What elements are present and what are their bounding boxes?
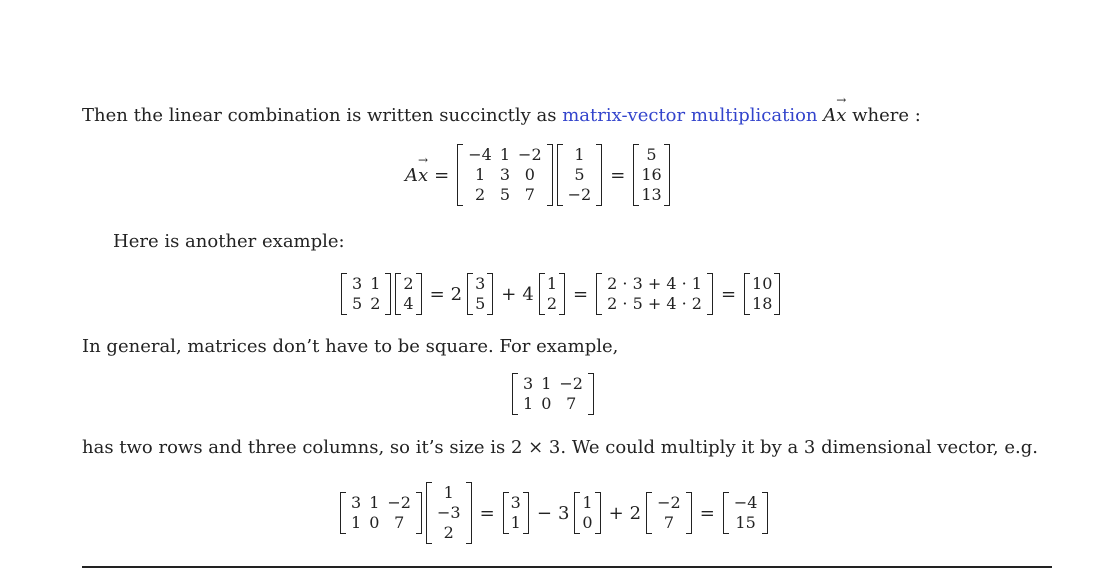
eq2-matrix — [341, 273, 391, 315]
eq4-coef-1: 3 — [557, 502, 570, 524]
eq1-var-a: A — [405, 164, 418, 186]
size-paragraph: has two rows and three columns, so it’s size is 2 × 3. We could multiply it by a 3 dimensional vector, e.g. — [82, 437, 1038, 458]
eq1-result-cell: 5 — [646, 145, 657, 164]
intro-paragraph — [82, 105, 921, 126]
eq2-matrix-cell: 2 — [370, 294, 381, 313]
eq4-col-cell: 1 — [582, 493, 593, 512]
eq2-matrix-cell: 1 — [370, 274, 381, 293]
eq2-vector-cell: 2 — [403, 274, 414, 293]
eq1-vector — [557, 144, 603, 206]
eq4-matrix-cell: −2 — [387, 493, 411, 512]
eq2-vector — [395, 273, 421, 315]
intro-var-a: A — [823, 105, 837, 126]
eq4-matrix-cell: 1 — [369, 493, 380, 512]
eq1-matrix-cell: 1 — [499, 145, 511, 164]
eq3-matrix-cell: 1 — [523, 394, 534, 413]
eq4-result-cell: 15 — [735, 513, 756, 532]
eq2-matrix-cell: 5 — [352, 294, 363, 313]
eq2-expanded-cell: 2 · 3 + 4 · 1 — [607, 274, 702, 293]
equation-4 — [338, 482, 770, 544]
eq1-vector-cell: −2 — [567, 185, 592, 204]
eq3-matrix-cell: −2 — [559, 374, 583, 393]
eq1-result-cell: 13 — [641, 185, 662, 204]
eq2-expanded-cell: 2 · 5 + 4 · 2 — [607, 294, 702, 313]
eq1-matrix-cell: 5 — [499, 185, 511, 204]
bottom-rule — [82, 566, 1052, 568]
eq2-coef-1: 2 — [450, 283, 463, 305]
eq3-matrix-cell: 1 — [541, 374, 552, 393]
eq1-vector-cell: 5 — [574, 165, 585, 184]
eq1-matrix-cell: −2 — [518, 145, 542, 164]
eq2-matrix-cell: 3 — [352, 274, 363, 293]
eq2-col-2 — [539, 273, 565, 315]
eq4-matrix-cell: 0 — [369, 513, 380, 532]
eq1-matrix — [457, 144, 552, 206]
eq4-plus: + — [608, 502, 624, 524]
eq4-matrix-cell: 1 — [351, 513, 362, 532]
eq4-coef-2: 2 — [629, 502, 642, 524]
eq1-result-cell: 16 — [641, 165, 662, 184]
eq2-coef-2: 4 — [522, 283, 534, 305]
eq4-matrix-cell: 3 — [351, 493, 362, 512]
eq2-col-1 — [467, 273, 493, 315]
eq1-vec-x: → x — [418, 165, 428, 186]
eq2-vector-cell: 4 — [403, 294, 414, 313]
eq4-minus: − — [536, 502, 552, 524]
eq4-equals-2: = — [699, 502, 715, 524]
eq4-col-cell: −2 — [657, 493, 681, 512]
eq2-equals-2: = — [573, 283, 589, 305]
eq4-col-3 — [646, 492, 692, 534]
eq3-matrix — [512, 373, 594, 415]
eq1-matrix-cell: 7 — [524, 185, 535, 204]
eq4-col-cell: 0 — [582, 513, 593, 532]
eq4-equals: = — [479, 502, 495, 524]
eq2-col-cell: 1 — [546, 274, 558, 293]
eq3-matrix-cell: 3 — [523, 374, 534, 393]
intro-vec-x: → x — [836, 105, 846, 126]
eq4-col-2 — [574, 492, 600, 534]
eq1-equals-2: = — [610, 164, 626, 186]
eq4-vector — [426, 482, 472, 544]
eq4-result-cell: −4 — [733, 493, 758, 512]
eq4-vector-cell: −3 — [436, 503, 461, 522]
eq1-matrix-cell: 2 — [474, 185, 486, 204]
eq4-matrix-cell: 7 — [394, 513, 405, 532]
eq4-col-cell: 7 — [663, 513, 675, 532]
eq2-result-cell: 10 — [752, 274, 773, 293]
intro-after: where : — [846, 105, 921, 126]
eq4-col-1 — [503, 492, 529, 534]
eq2-expanded — [596, 273, 713, 315]
eq2-col-cell: 2 — [546, 294, 558, 313]
eq2-result-cell: 18 — [752, 294, 773, 313]
eq1-vector-cell: 1 — [574, 145, 585, 164]
eq4-vector-cell: 2 — [443, 523, 454, 542]
eq2-equals: = — [429, 283, 445, 305]
eq4-vector-cell: 1 — [443, 483, 454, 502]
eq2-col-cell: 3 — [475, 274, 486, 293]
equation-2 — [339, 273, 782, 315]
equation-3 — [510, 373, 596, 415]
eq3-matrix-cell: 0 — [541, 394, 552, 413]
eq4-result — [723, 492, 769, 534]
eq1-result — [633, 144, 669, 206]
eq1-matrix-cell: 1 — [474, 165, 486, 184]
another-example-text: Here is another example: — [113, 231, 345, 252]
eq2-equals-3: = — [720, 283, 737, 305]
eq1-matrix-cell: −4 — [468, 145, 492, 164]
eq1-matrix-cell: 0 — [524, 165, 535, 184]
eq4-matrix — [340, 492, 422, 534]
general-paragraph: In general, matrices don’t have to be square. For example, — [82, 336, 619, 357]
eq2-col-cell: 5 — [475, 294, 486, 313]
matrix-vector-multiplication-link[interactable]: matrix-vector multiplication — [562, 105, 818, 126]
equation-1 — [405, 144, 672, 206]
intro-text: Then the linear combination is written succinctly as — [82, 105, 563, 126]
eq3-matrix-cell: 7 — [566, 394, 577, 413]
eq1-matrix-cell: 3 — [499, 165, 511, 184]
eq1-equals: = — [434, 164, 450, 186]
eq4-col-cell: 3 — [510, 493, 521, 512]
eq2-result — [744, 273, 780, 315]
eq4-col-cell: 1 — [510, 513, 521, 532]
eq2-plus: + — [501, 283, 517, 305]
